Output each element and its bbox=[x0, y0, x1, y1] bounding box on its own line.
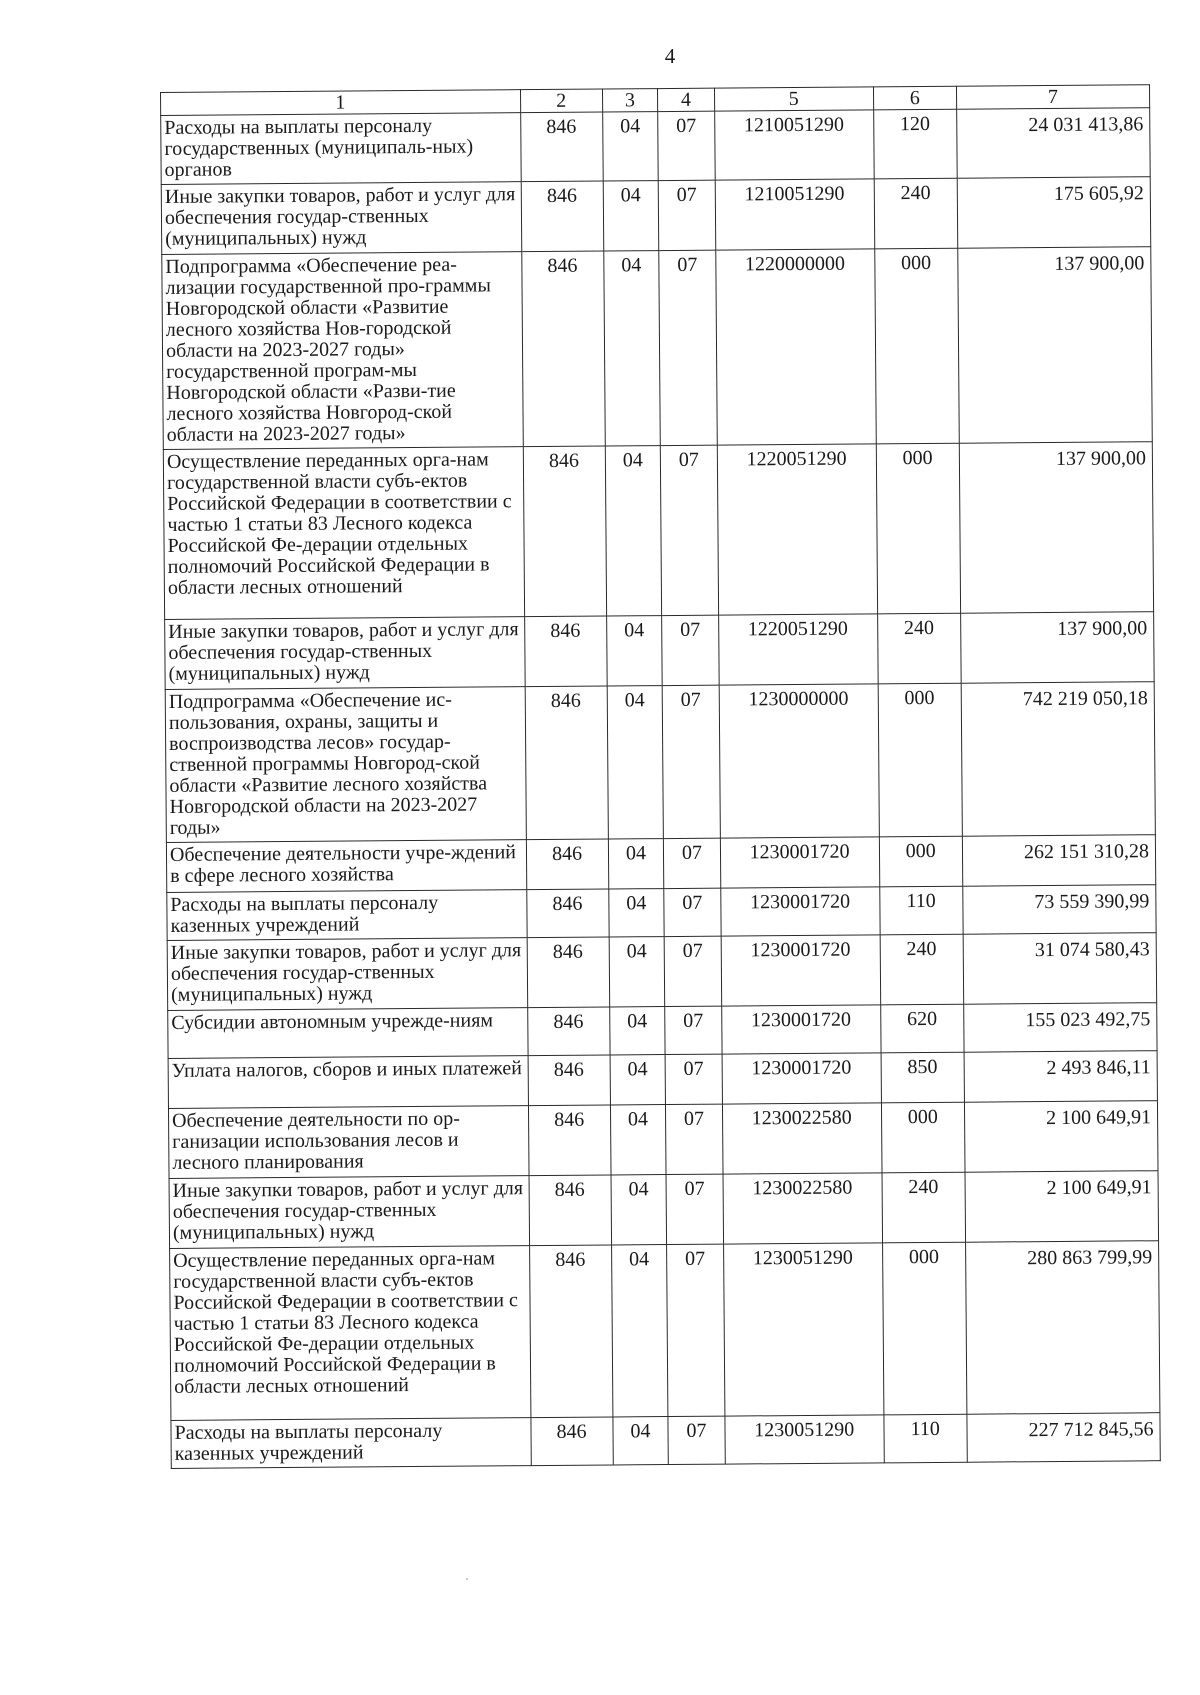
expense-type-cell: 850 bbox=[881, 1052, 965, 1103]
expense-type-cell: 000 bbox=[876, 443, 961, 614]
subsection-code-cell: 07 bbox=[659, 250, 717, 445]
subsection-code-cell: 07 bbox=[662, 615, 719, 685]
amount-cell: 31 074 580,43 bbox=[963, 933, 1157, 1005]
expense-name-cell: Иные закупки товаров, работ и услуг для обеспечения государ-ственных (муниципальных) нужд bbox=[167, 938, 527, 1011]
budget-table bbox=[160, 84, 1161, 1469]
expense-name-cell: Расходы на выплаты персоналу государственных (муниципаль-ных) органов bbox=[161, 113, 521, 185]
table-row bbox=[168, 1051, 1157, 1109]
scan-speck bbox=[466, 1578, 468, 1580]
table-row bbox=[162, 247, 1153, 450]
ministry-code-cell: 846 bbox=[529, 1175, 612, 1246]
table-row bbox=[165, 682, 1155, 843]
section-code-cell: 04 bbox=[608, 839, 664, 889]
column-header: 4 bbox=[658, 88, 715, 111]
expense-type-cell: 240 bbox=[877, 613, 961, 684]
target-article-cell: 1210051290 bbox=[714, 110, 873, 180]
subsection-code-cell: 07 bbox=[664, 838, 721, 888]
ministry-code-cell: 846 bbox=[525, 686, 608, 840]
amount-cell: 2 100 649,91 bbox=[964, 1101, 1158, 1173]
expense-name-cell: Субсидии автономным учрежде-ниям bbox=[168, 1008, 528, 1059]
section-code-cell: 04 bbox=[603, 251, 660, 446]
ministry-code-cell: 846 bbox=[527, 937, 610, 1008]
expense-type-cell: 240 bbox=[880, 934, 964, 1005]
subsection-code-cell: 07 bbox=[662, 685, 720, 838]
table-row bbox=[168, 1003, 1157, 1059]
expense-name-cell: Уплата налогов, сборов и иных платежей bbox=[168, 1056, 528, 1109]
page-number: 4 bbox=[664, 44, 676, 68]
amount-cell: 2 493 846,11 bbox=[964, 1051, 1158, 1103]
table-row bbox=[168, 1101, 1158, 1179]
subsection-code-cell: 07 bbox=[665, 1054, 722, 1104]
column-header: 2 bbox=[520, 89, 602, 113]
expense-type-cell: 240 bbox=[874, 178, 958, 249]
subsection-code-cell: 07 bbox=[664, 888, 721, 936]
expense-name-cell: Подпрограмма «Обеспечение реа-лизации государственной про-граммы Новгородской области «Развитие лесного хозяйства Нов-городской области на 2023-2027 годы» государственной програм-мы Новгородской области «Разви-тие лесного хозяйства Новгород-ской области на 2023-2027 годы» bbox=[162, 252, 523, 450]
subsection-code-cell: 07 bbox=[667, 1244, 725, 1416]
ministry-code-cell: 846 bbox=[528, 1105, 611, 1176]
expense-type-cell: 000 bbox=[879, 836, 963, 887]
expense-type-cell: 000 bbox=[882, 1242, 967, 1415]
section-code-cell: 04 bbox=[603, 181, 659, 251]
table-row bbox=[161, 108, 1151, 185]
ministry-code-cell: 846 bbox=[527, 1007, 610, 1056]
ministry-code-cell: 846 bbox=[521, 251, 605, 447]
table-row bbox=[171, 1413, 1160, 1469]
expense-type-cell: 110 bbox=[879, 886, 963, 935]
subsection-code-cell: 07 bbox=[658, 111, 715, 180]
expense-name-cell: Расходы на выплаты персоналу казенных учреждений bbox=[167, 890, 527, 941]
table-row bbox=[161, 177, 1151, 255]
subsection-code-cell: 07 bbox=[666, 1104, 723, 1174]
target-article-cell: 1230001720 bbox=[720, 887, 879, 936]
amount-cell: 24 031 413,86 bbox=[956, 108, 1150, 179]
target-article-cell: 1230001720 bbox=[721, 935, 880, 1006]
table-row bbox=[169, 1171, 1159, 1249]
section-code-cell: 04 bbox=[607, 686, 664, 839]
section-code-cell: 04 bbox=[610, 1105, 666, 1175]
expense-type-cell: 620 bbox=[880, 1004, 964, 1053]
target-article-cell: 1230000000 bbox=[719, 684, 879, 838]
section-code-cell: 04 bbox=[609, 1007, 665, 1055]
expense-name-cell: Подпрограмма «Обеспечение ис-пользования, охраны, защиты и воспроизводства лесов» государ-ственной программы Новгород-ской области «Развитие лесного хозяйства Новгородской области на 2023-2027 годы» bbox=[165, 687, 526, 843]
ministry-code-cell: 846 bbox=[528, 1055, 611, 1106]
amount-cell: 742 219 050,18 bbox=[961, 682, 1155, 837]
amount-cell: 175 605,92 bbox=[957, 177, 1151, 249]
ministry-code-cell: 846 bbox=[526, 889, 609, 938]
table-row bbox=[163, 442, 1153, 620]
table-row bbox=[170, 1241, 1160, 1421]
expense-type-cell: 240 bbox=[882, 1172, 966, 1243]
column-header: 5 bbox=[714, 87, 873, 111]
section-code-cell: 04 bbox=[605, 446, 662, 616]
ministry-code-cell: 846 bbox=[523, 446, 606, 617]
expense-type-cell: 000 bbox=[874, 248, 959, 444]
subsection-code-cell: 07 bbox=[668, 1416, 725, 1464]
amount-cell: 155 023 492,75 bbox=[964, 1003, 1158, 1053]
column-header: 1 bbox=[161, 90, 521, 116]
ministry-code-cell: 846 bbox=[530, 1417, 613, 1466]
table-body bbox=[161, 108, 1161, 1469]
column-header: 7 bbox=[956, 85, 1149, 110]
ministry-code-cell: 846 bbox=[521, 181, 604, 252]
section-code-cell: 04 bbox=[606, 616, 662, 686]
expense-name-cell: Осуществление переданных орга-нам государственной власти субъ-ектов Российской Федерации в соответствии с частью 1 статьи 83 Лесного кодекса Российской Фе-дерации отдельных полномочий Российской Федерации в области лесных отношений bbox=[163, 447, 524, 620]
amount-cell: 73 559 390,99 bbox=[963, 885, 1157, 935]
section-code-cell: 04 bbox=[611, 1175, 667, 1245]
expense-name-cell: Осуществление переданных орга-нам государственной власти субъ-ектов Российской Федерации в соответствии с частью 1 статьи 83 Лесного кодекса Российской Фе-дерации отдельных полномочий Российской Федерации в области лесных отношений bbox=[170, 1246, 531, 1421]
target-article-cell: 1230001720 bbox=[720, 837, 879, 888]
subsection-code-cell: 07 bbox=[660, 445, 718, 615]
expense-type-cell: 120 bbox=[873, 109, 957, 179]
expense-type-cell: 000 bbox=[881, 1102, 965, 1173]
ministry-code-cell: 846 bbox=[529, 1245, 612, 1418]
subsection-code-cell: 07 bbox=[665, 1006, 722, 1054]
table-row bbox=[166, 835, 1155, 893]
target-article-cell: 1230001720 bbox=[722, 1053, 881, 1104]
subsection-code-cell: 07 bbox=[658, 180, 715, 250]
expense-name-cell: Обеспечение деятельности учре-ждений в сфере лесного хозяйства bbox=[166, 840, 526, 893]
expense-name-cell: Иные закупки товаров, работ и услуг для обеспечения государ-ственных (муниципальных) нужд bbox=[161, 182, 521, 255]
target-article-cell: 1230051290 bbox=[725, 1415, 884, 1464]
amount-cell: 137 900,00 bbox=[959, 442, 1154, 614]
table-row bbox=[165, 612, 1155, 690]
target-article-cell: 1210051290 bbox=[715, 179, 874, 250]
amount-cell: 137 900,00 bbox=[960, 612, 1154, 684]
section-code-cell: 04 bbox=[609, 937, 665, 1007]
target-article-cell: 1230001720 bbox=[721, 1005, 880, 1054]
amount-cell: 137 900,00 bbox=[958, 247, 1153, 444]
column-header: 3 bbox=[602, 89, 658, 112]
column-header: 6 bbox=[873, 86, 956, 110]
subsection-code-cell: 07 bbox=[666, 1174, 723, 1244]
section-code-cell: 04 bbox=[611, 1245, 668, 1417]
expense-type-cell: 000 bbox=[878, 683, 962, 837]
amount-cell: 262 151 310,28 bbox=[962, 835, 1156, 887]
section-code-cell: 04 bbox=[608, 889, 664, 937]
section-code-cell: 04 bbox=[613, 1417, 669, 1465]
section-code-cell: 04 bbox=[610, 1055, 666, 1105]
subsection-code-cell: 07 bbox=[664, 936, 721, 1006]
expense-name-cell: Иные закупки товаров, работ и услуг для обеспечения государ-ственных (муниципальных) нужд bbox=[169, 1176, 529, 1249]
expense-name-cell: Обеспечение деятельности по ор-ганизации использования лесов и лесного планирования bbox=[168, 1106, 528, 1179]
amount-cell: 227 712 845,56 bbox=[967, 1413, 1161, 1463]
section-code-cell: 04 bbox=[602, 112, 658, 181]
ministry-code-cell: 846 bbox=[520, 112, 603, 182]
expense-name-cell: Расходы на выплаты персоналу казенных учреждений bbox=[171, 1418, 531, 1469]
table-row bbox=[167, 933, 1157, 1011]
amount-cell: 2 100 649,91 bbox=[965, 1171, 1159, 1243]
expense-type-cell: 110 bbox=[884, 1414, 968, 1463]
target-article-cell: 1220000000 bbox=[715, 249, 875, 445]
target-article-cell: 1230022580 bbox=[723, 1173, 882, 1244]
ministry-code-cell: 846 bbox=[526, 839, 609, 890]
target-article-cell: 1230022580 bbox=[722, 1103, 881, 1174]
target-article-cell: 1230051290 bbox=[723, 1243, 883, 1416]
target-article-cell: 1220051290 bbox=[718, 614, 877, 685]
target-article-cell: 1220051290 bbox=[717, 444, 877, 615]
ministry-code-cell: 846 bbox=[524, 616, 607, 687]
amount-cell: 280 863 799,99 bbox=[965, 1241, 1160, 1415]
table-row bbox=[167, 885, 1156, 941]
expense-name-cell: Иные закупки товаров, работ и услуг для обеспечения государ-ственных (муниципальных) нужд bbox=[165, 617, 525, 690]
